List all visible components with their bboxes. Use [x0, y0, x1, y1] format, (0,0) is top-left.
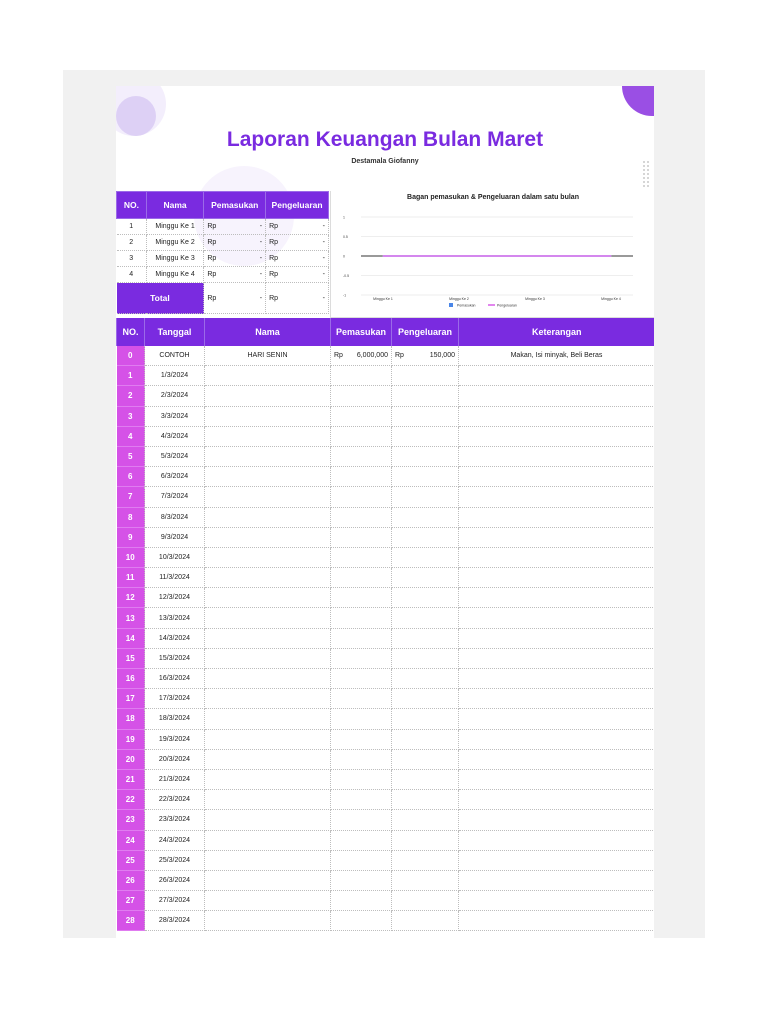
report-title: Laporan Keuangan Bulan Maret: [226, 128, 544, 151]
row-pengeluaran: [392, 366, 459, 386]
row-pemasukan: [331, 346, 392, 366]
row-tanggal: 19/3/2024: [145, 729, 205, 749]
row-tanggal: 24/3/2024: [145, 830, 205, 850]
summary-pemasukan: [204, 251, 266, 267]
row-nama: [205, 487, 331, 507]
row-number: 2: [117, 386, 145, 406]
amount-value: -: [259, 271, 263, 278]
summary-nama: Minggu Ke 2: [146, 235, 204, 251]
chart-y-tick-label: 0.5: [343, 235, 348, 239]
row-tanggal: 5/3/2024: [145, 446, 205, 466]
row-keterangan: [459, 446, 655, 466]
currency-label: Rp: [269, 223, 279, 230]
row-keterangan: [459, 749, 655, 769]
row-pengeluaran: [392, 870, 459, 890]
income-expense-chart: [330, 191, 654, 318]
table-row: [117, 669, 655, 689]
row-keterangan: [459, 426, 655, 446]
row-number: 24: [117, 830, 145, 850]
row-pemasukan: [331, 487, 392, 507]
amount-value: -: [322, 223, 325, 230]
row-tanggal: 4/3/2024: [145, 426, 205, 446]
row-nama: [205, 709, 331, 729]
row-number: 23: [117, 810, 145, 830]
currency-label: Rp: [207, 255, 217, 262]
row-pemasukan: [331, 891, 392, 911]
main-header-nama: Nama: [205, 318, 331, 346]
row-nama: [205, 769, 331, 789]
row-pengeluaran: [392, 850, 459, 870]
row-number: 21: [117, 769, 145, 789]
row-nama: [205, 830, 331, 850]
row-number: 25: [117, 850, 145, 870]
summary-pengeluaran: [266, 219, 329, 235]
main-header-pemasukan: Pemasukan: [331, 318, 392, 346]
row-number: 1: [117, 366, 145, 386]
row-pengeluaran: [392, 769, 459, 789]
row-nama: [205, 669, 331, 689]
chart-legend-label: Pemasukan: [457, 303, 476, 308]
row-nama: [205, 527, 331, 547]
currency-label: Rp: [207, 223, 217, 230]
row-number: 13: [117, 608, 145, 628]
row-pemasukan: [331, 870, 392, 890]
table-row: [117, 850, 655, 870]
row-nama: [205, 366, 331, 386]
row-pemasukan: [331, 588, 392, 608]
row-pengeluaran: [392, 911, 459, 931]
row-number: 26: [117, 870, 145, 890]
chart-y-tick-label: 1: [343, 215, 345, 220]
chart-data-point: [611, 256, 612, 257]
row-keterangan: [459, 628, 655, 648]
row-tanggal: 20/3/2024: [145, 749, 205, 769]
row-number: 6: [117, 467, 145, 487]
row-tanggal: 1/3/2024: [145, 366, 205, 386]
table-row: [117, 547, 655, 567]
row-tanggal: 26/3/2024: [145, 870, 205, 890]
row-pemasukan: [331, 527, 392, 547]
table-row: [117, 749, 655, 769]
row-keterangan: [459, 689, 655, 709]
row-number: 12: [117, 588, 145, 608]
row-tanggal: 11/3/2024: [145, 568, 205, 588]
chart-legend-swatch: [449, 303, 453, 307]
summary-header-no: NO.: [117, 192, 147, 219]
row-nama: [205, 628, 331, 648]
summary-total-row: [117, 283, 329, 314]
chart-data-point: [383, 256, 384, 257]
row-keterangan: [459, 568, 655, 588]
table-row: [117, 487, 655, 507]
summary-pemasukan: [204, 219, 266, 235]
row-pengeluaran: [392, 830, 459, 850]
main-header-pengeluaran: Pengeluaran: [392, 318, 459, 346]
table-row: [117, 729, 655, 749]
main-header-no: NO.: [117, 318, 145, 346]
chart-y-tick-label: 0: [343, 254, 345, 259]
currency-label: Rp: [269, 271, 279, 278]
row-nama: [205, 507, 331, 527]
row-nama: [205, 689, 331, 709]
summary-nama: Minggu Ke 1: [146, 219, 204, 235]
amount-value: -: [259, 239, 263, 246]
amount-value: -: [322, 271, 325, 278]
row-keterangan: [459, 406, 655, 426]
row-keterangan: [459, 729, 655, 749]
row-pemasukan: [331, 446, 392, 466]
chart-title: Bagan pemasukan & Pengeluaran dalam satu bulan: [407, 194, 579, 201]
row-pemasukan: [331, 547, 392, 567]
row-tanggal: 13/3/2024: [145, 608, 205, 628]
row-number: 18: [117, 709, 145, 729]
report-author: Destamala Giofanny: [351, 158, 419, 165]
row-keterangan: [459, 870, 655, 890]
table-row: [117, 366, 655, 386]
row-pemasukan: [331, 366, 392, 386]
summary-nama: Minggu Ke 4: [146, 267, 204, 283]
row-number: 11: [117, 568, 145, 588]
row-nama: [205, 446, 331, 466]
table-row: [117, 628, 655, 648]
row-tanggal: 14/3/2024: [145, 628, 205, 648]
row-number: 16: [117, 669, 145, 689]
table-row: [117, 588, 655, 608]
chart-x-tick-label: Minggu Ke 1: [373, 297, 393, 301]
currency-label: Rp: [269, 239, 279, 246]
row-tanggal: 23/3/2024: [145, 810, 205, 830]
table-row: [117, 810, 655, 830]
row-pengeluaran: [392, 426, 459, 446]
chart-plot: [331, 191, 654, 317]
row-number: 22: [117, 790, 145, 810]
row-keterangan: [459, 669, 655, 689]
amount-value: 150,000: [429, 352, 455, 360]
row-pengeluaran: [392, 709, 459, 729]
row-pengeluaran: [392, 891, 459, 911]
row-pemasukan: [331, 648, 392, 668]
row-tanggal: 28/3/2024: [145, 911, 205, 931]
row-keterangan: [459, 810, 655, 830]
summary-pengeluaran: [266, 251, 329, 267]
row-keterangan: [459, 467, 655, 487]
row-keterangan: [459, 386, 655, 406]
row-pengeluaran: [392, 689, 459, 709]
row-keterangan: [459, 709, 655, 729]
summary-row: [117, 235, 329, 251]
row-pengeluaran: [392, 507, 459, 527]
chart-x-tick-label: Minggu Ke 4: [601, 297, 621, 301]
row-number: 7: [117, 487, 145, 507]
row-number: 0: [117, 346, 145, 366]
row-nama: [205, 568, 331, 588]
row-pemasukan: [331, 749, 392, 769]
chart-y-tick-label: -0.5: [343, 274, 350, 278]
row-pemasukan: [331, 830, 392, 850]
row-pengeluaran: [392, 487, 459, 507]
row-pemasukan: [331, 467, 392, 487]
chart-legend-label: Pengeluaran: [497, 303, 517, 308]
row-tanggal: 21/3/2024: [145, 769, 205, 789]
row-pengeluaran: [392, 729, 459, 749]
summary-no: 1: [117, 219, 147, 235]
row-tanggal: 12/3/2024: [145, 588, 205, 608]
row-pengeluaran: [392, 467, 459, 487]
row-pengeluaran: [392, 406, 459, 426]
row-pengeluaran: [392, 669, 459, 689]
currency-label: Rp: [269, 255, 279, 262]
summary-total-label: Total: [117, 283, 204, 314]
row-nama: [205, 648, 331, 668]
row-nama: [205, 588, 331, 608]
row-nama: HARI SENIN: [205, 346, 331, 366]
table-row: [117, 769, 655, 789]
amount-value: -: [322, 294, 325, 302]
row-nama: [205, 790, 331, 810]
row-pemasukan: [331, 709, 392, 729]
currency-label: Rp: [269, 294, 279, 302]
row-pengeluaran: [392, 527, 459, 547]
row-number: 28: [117, 911, 145, 931]
row-keterangan: [459, 648, 655, 668]
amount-value: -: [259, 294, 263, 302]
row-number: 9: [117, 527, 145, 547]
row-number: 10: [117, 547, 145, 567]
row-number: 20: [117, 749, 145, 769]
row-tanggal: 18/3/2024: [145, 709, 205, 729]
currency-label: Rp: [395, 352, 404, 360]
row-pemasukan: [331, 608, 392, 628]
row-tanggal: 7/3/2024: [145, 487, 205, 507]
row-tanggal: 6/3/2024: [145, 467, 205, 487]
summary-pemasukan: [204, 267, 266, 283]
currency-label: Rp: [334, 352, 343, 360]
row-pengeluaran: [392, 547, 459, 567]
document-page: [116, 86, 654, 938]
row-pengeluaran: [392, 568, 459, 588]
summary-header-pengeluaran: Pengeluaran: [266, 192, 329, 219]
row-number: 19: [117, 729, 145, 749]
row-pemasukan: [331, 810, 392, 830]
summary-header-pemasukan: Pemasukan: [204, 192, 266, 219]
row-pemasukan: [331, 850, 392, 870]
row-pemasukan: [331, 426, 392, 446]
table-row: [117, 689, 655, 709]
row-tanggal: 9/3/2024: [145, 527, 205, 547]
summary-pengeluaran: [266, 235, 329, 251]
weekly-summary-table: [116, 191, 329, 314]
table-row: [117, 507, 655, 527]
row-number: 14: [117, 628, 145, 648]
table-row: [117, 446, 655, 466]
row-pemasukan: [331, 507, 392, 527]
table-row: [117, 870, 655, 890]
summary-nama: Minggu Ke 3: [146, 251, 204, 267]
row-pengeluaran: [392, 588, 459, 608]
row-number: 4: [117, 426, 145, 446]
table-row: [117, 709, 655, 729]
row-nama: [205, 810, 331, 830]
row-tanggal: 27/3/2024: [145, 891, 205, 911]
row-keterangan: Makan, Isi minyak, Beli Beras: [459, 346, 655, 366]
row-tanggal: 22/3/2024: [145, 790, 205, 810]
chart-data-point: [459, 256, 460, 257]
amount-value: 6,000,000: [356, 352, 388, 360]
summary-pengeluaran: [266, 267, 329, 283]
amount-value: -: [322, 255, 325, 262]
row-number: 3: [117, 406, 145, 426]
summary-no: 2: [117, 235, 147, 251]
row-number: 17: [117, 689, 145, 709]
row-number: 27: [117, 891, 145, 911]
table-row: [117, 648, 655, 668]
row-pemasukan: [331, 689, 392, 709]
row-pengeluaran: [392, 346, 459, 366]
row-tanggal: 2/3/2024: [145, 386, 205, 406]
row-nama: [205, 467, 331, 487]
row-pengeluaran: [392, 749, 459, 769]
summary-total-pengeluaran: [266, 283, 329, 314]
row-tanggal: 8/3/2024: [145, 507, 205, 527]
row-pemasukan: [331, 911, 392, 931]
row-pemasukan: [331, 790, 392, 810]
row-keterangan: [459, 790, 655, 810]
decorative-corner-shape: [622, 86, 654, 116]
row-tanggal: 10/3/2024: [145, 547, 205, 567]
summary-no: 3: [117, 251, 147, 267]
table-row: [117, 467, 655, 487]
table-row: [117, 830, 655, 850]
row-keterangan: [459, 850, 655, 870]
row-pemasukan: [331, 386, 392, 406]
row-nama: [205, 729, 331, 749]
summary-row: [117, 251, 329, 267]
row-nama: [205, 749, 331, 769]
row-keterangan: [459, 769, 655, 789]
table-row: [117, 386, 655, 406]
row-keterangan: [459, 608, 655, 628]
table-row: [117, 346, 655, 366]
row-nama: [205, 870, 331, 890]
row-number: 5: [117, 446, 145, 466]
row-pengeluaran: [392, 790, 459, 810]
table-row: [117, 891, 655, 911]
row-tanggal: 17/3/2024: [145, 689, 205, 709]
table-row: [117, 911, 655, 931]
row-tanggal: 15/3/2024: [145, 648, 205, 668]
row-pemasukan: [331, 628, 392, 648]
row-keterangan: [459, 507, 655, 527]
row-tanggal: 3/3/2024: [145, 406, 205, 426]
row-keterangan: [459, 527, 655, 547]
main-header-keterangan: Keterangan: [459, 318, 655, 346]
currency-label: Rp: [207, 294, 217, 302]
row-pengeluaran: [392, 628, 459, 648]
table-row: [117, 790, 655, 810]
row-tanggal: CONTOH: [145, 346, 205, 366]
amount-value: -: [259, 223, 263, 230]
chart-data-point: [535, 256, 536, 257]
row-number: 15: [117, 648, 145, 668]
row-tanggal: 16/3/2024: [145, 669, 205, 689]
chart-x-tick-label: Minggu Ke 3: [525, 297, 545, 301]
summary-pemasukan: [204, 235, 266, 251]
amount-value: -: [259, 255, 263, 262]
table-row: [117, 527, 655, 547]
main-header-tanggal: Tanggal: [145, 318, 205, 346]
chart-x-tick-label: Minggu Ke 2: [449, 297, 469, 301]
row-keterangan: [459, 547, 655, 567]
row-pengeluaran: [392, 608, 459, 628]
table-row: [117, 406, 655, 426]
row-nama: [205, 406, 331, 426]
currency-label: Rp: [207, 239, 217, 246]
row-pemasukan: [331, 729, 392, 749]
table-row: [117, 608, 655, 628]
row-number: 8: [117, 507, 145, 527]
row-pemasukan: [331, 669, 392, 689]
row-pemasukan: [331, 568, 392, 588]
row-nama: [205, 426, 331, 446]
summary-row: [117, 267, 329, 283]
row-nama: [205, 891, 331, 911]
row-tanggal: 25/3/2024: [145, 850, 205, 870]
table-row: [117, 568, 655, 588]
row-pemasukan: [331, 769, 392, 789]
row-nama: [205, 547, 331, 567]
row-nama: [205, 608, 331, 628]
daily-transactions-table: [116, 318, 654, 931]
currency-label: Rp: [207, 271, 217, 278]
summary-header-nama: Nama: [146, 192, 204, 219]
row-keterangan: [459, 911, 655, 931]
row-keterangan: [459, 891, 655, 911]
summary-row: [117, 219, 329, 235]
table-row: [117, 426, 655, 446]
row-nama: [205, 386, 331, 406]
row-keterangan: [459, 830, 655, 850]
row-keterangan: [459, 366, 655, 386]
row-pengeluaran: [392, 386, 459, 406]
summary-no: 4: [117, 267, 147, 283]
row-pengeluaran: [392, 446, 459, 466]
chart-y-tick-label: -1: [343, 293, 347, 298]
amount-value: -: [322, 239, 325, 246]
row-pemasukan: [331, 406, 392, 426]
row-pengeluaran: [392, 648, 459, 668]
row-keterangan: [459, 487, 655, 507]
summary-total-pemasukan: [204, 283, 266, 314]
row-pengeluaran: [392, 810, 459, 830]
row-nama: [205, 850, 331, 870]
row-nama: [205, 911, 331, 931]
row-keterangan: [459, 588, 655, 608]
